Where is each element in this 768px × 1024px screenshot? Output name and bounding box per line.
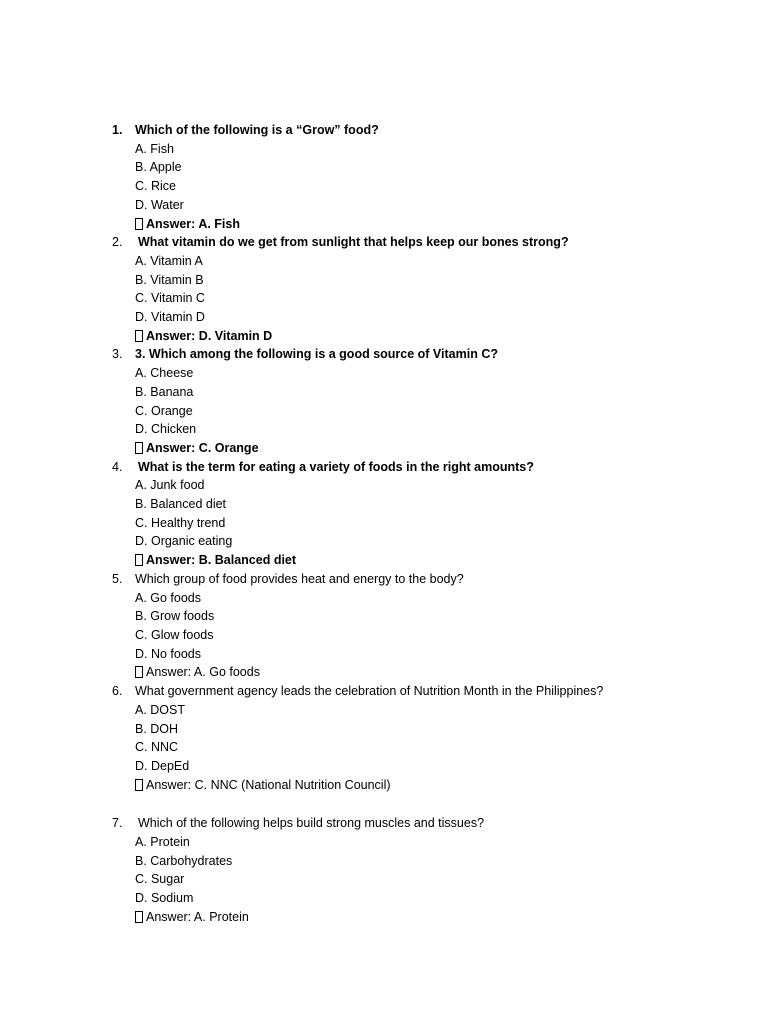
quiz-question-5 (112, 570, 732, 682)
answer-line (135, 439, 732, 458)
answer-option: B. Balanced diet (135, 497, 227, 512)
answer-option: A. DOST (135, 702, 186, 717)
quiz-question-4 (112, 458, 732, 570)
answer-option: B. Carbohydrates (135, 853, 233, 868)
missing-glyph-icon (135, 779, 143, 791)
question-number: 7. (112, 816, 123, 831)
answer-option: D. Organic eating (135, 534, 233, 549)
answer-text: Answer: C. NNC (National Nutrition Council) (146, 777, 391, 792)
question-number: 2. (112, 235, 123, 250)
answer-text: Answer: A. Fish (146, 216, 240, 231)
question-text: What is the term for eating a variety of foods in the right amounts? (138, 459, 534, 474)
question-text: What vitamin do we get from sunlight that helps keep our bones strong? (138, 235, 569, 250)
quiz-question-7 (112, 814, 732, 926)
question-number: 4. (112, 459, 123, 474)
missing-glyph-icon (135, 554, 143, 566)
answer-text: Answer: A. Go foods (146, 665, 260, 680)
answer-option: D. No foods (135, 646, 202, 661)
missing-glyph-icon (135, 911, 143, 923)
answer-option: C. Healthy trend (135, 515, 226, 530)
question-text: Which of the following helps build strong muscles and tissues? (138, 816, 485, 831)
answer-line (135, 663, 732, 682)
answer-option: A. Protein (135, 835, 190, 850)
answer-option: C. Orange (135, 403, 193, 418)
answer-option: B. Banana (135, 384, 194, 399)
missing-glyph-icon (135, 330, 143, 342)
question-number: 1. (112, 123, 123, 137)
answer-option: C. Glow foods (135, 627, 214, 642)
answer-text: Answer: A. Protein (146, 909, 249, 924)
answer-text: Answer: D. Vitamin D (146, 328, 273, 343)
question-text: Which of the following is a “Grow” food? (135, 123, 379, 137)
answer-option: C. Vitamin C (135, 291, 205, 306)
quiz-question-2 (112, 233, 732, 345)
answer-option: A. Vitamin A (135, 253, 203, 268)
missing-glyph-icon (135, 442, 143, 454)
answer-option: D. Water (135, 197, 184, 212)
answer-option: C. Sugar (135, 872, 185, 887)
answer-option: B. Apple (135, 160, 182, 175)
answer-option: D. Sodium (135, 891, 194, 906)
missing-glyph-icon (135, 218, 143, 230)
answer-option: D. Chicken (135, 422, 197, 437)
answer-option: D. Vitamin D (135, 310, 205, 325)
quiz-question-6 (112, 682, 732, 794)
answer-option: A. Junk food (135, 478, 205, 493)
answer-option: B. DOH (135, 721, 179, 736)
question-number: 5. (112, 571, 123, 586)
answer-line (135, 327, 732, 346)
answer-line (135, 908, 732, 927)
answer-text: Answer: B. Balanced diet (146, 553, 297, 568)
question-text: Which group of food provides heat and energy to the body? (135, 571, 464, 586)
answer-option: D. DepEd (135, 758, 190, 773)
answer-option: C. NNC (135, 740, 179, 755)
question-text: What government agency leads the celebration of Nutrition Month in the Philippines? (135, 684, 604, 699)
answer-line (135, 776, 732, 795)
answer-option: C. Rice (135, 179, 176, 194)
question-number: 3. (112, 347, 123, 362)
quiz-question-1 (112, 121, 732, 233)
answer-option: A. Cheese (135, 366, 194, 381)
question-number: 6. (112, 684, 123, 699)
answer-option: B. Grow foods (135, 609, 215, 624)
answer-line (135, 215, 732, 234)
answer-option: B. Vitamin B (135, 272, 204, 287)
missing-glyph-icon (135, 666, 143, 678)
answer-line (135, 551, 732, 570)
answer-option: A. Fish (135, 141, 174, 156)
answer-option: A. Go foods (135, 590, 202, 605)
quiz-question-list (112, 121, 732, 927)
question-text: 3. Which among the following is a good source of Vitamin C? (135, 347, 498, 362)
answer-text: Answer: C. Orange (146, 440, 259, 455)
quiz-question-3 (112, 345, 732, 457)
